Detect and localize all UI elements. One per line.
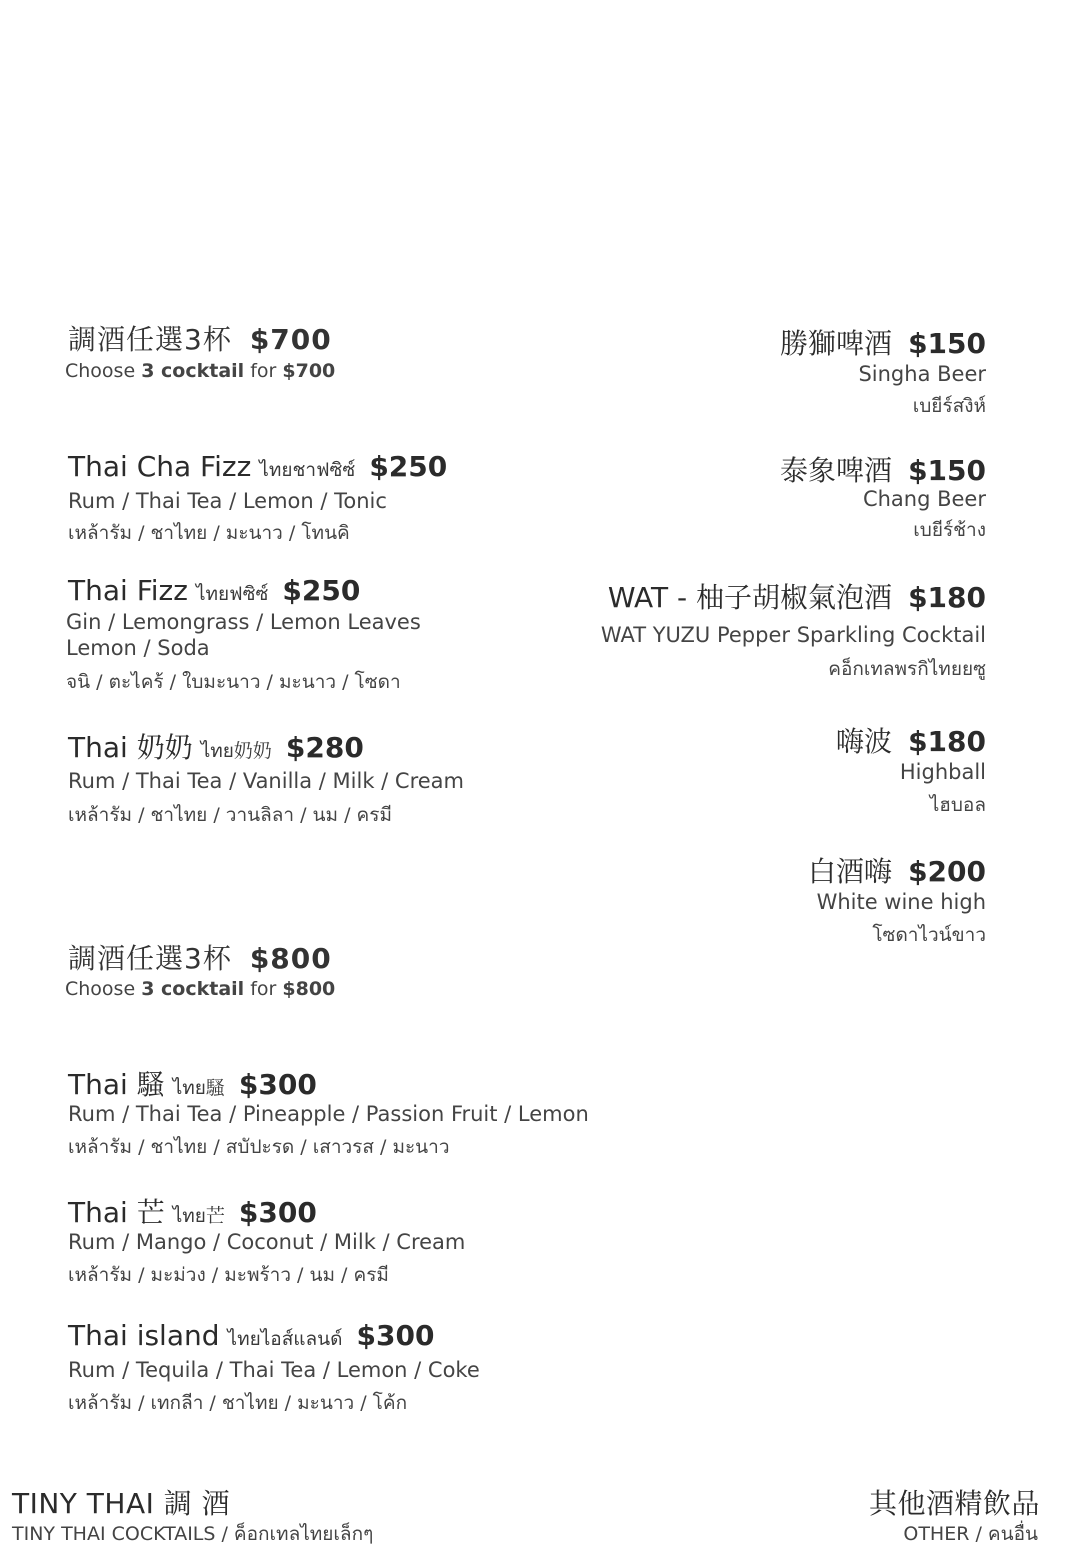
promo-sub-mid: for (244, 360, 283, 382)
promo-price: $800 (249, 942, 332, 975)
promo-title-text: 調酒任選3杯 (68, 942, 232, 975)
drink-price: $180 (908, 581, 986, 614)
item-thai-name: ไทยไอส์แลนด์ (227, 1328, 343, 1350)
item-ingredients-thai: เหล้ารัม / ชาไทย / วานลิลา / นม / ครมี (68, 804, 392, 826)
section-subtitle-other: OTHER / คนอื่น (903, 1523, 1038, 1545)
promo-sub-pre: Choose (65, 978, 142, 1000)
drink-name (808, 850, 986, 890)
promo-sub-pre: Choose (65, 360, 142, 382)
promo-subtitle-700 (65, 360, 335, 382)
drink-english: Singha Beer (858, 362, 986, 386)
item-ingredients: Rum / Thai Tea / Lemon / Tonic (68, 489, 387, 513)
item-thai-name: ไทยชาฟซิซ์ (259, 459, 356, 481)
item-price: $300 (356, 1319, 435, 1352)
drink-english: White wine high (816, 890, 986, 914)
drink-name (780, 322, 986, 362)
menu-item-name (68, 574, 360, 609)
drink-title: 泰象啤酒 (780, 454, 893, 487)
menu-item-name (68, 1319, 434, 1354)
drink-price: $150 (908, 327, 986, 360)
item-title: Thai Fizz (68, 574, 188, 607)
promo-title-800 (68, 937, 332, 977)
drink-english: Chang Beer (862, 487, 986, 511)
item-price: $250 (369, 450, 448, 483)
item-ingredients: Rum / Thai Tea / Pineapple / Passion Fruit / Lemon (68, 1102, 589, 1126)
item-ingredients: Gin / Lemongrass / Lemon Leaves (66, 610, 421, 634)
promo-title-700 (68, 318, 332, 358)
drink-price: $180 (908, 725, 986, 758)
drink-title: WAT - 柚子胡椒氣泡酒 (607, 581, 893, 614)
item-ingredients-thai: จนิ / ตะไคร้ / ใบมะนาว / มะนาว / โซดา (66, 671, 401, 693)
item-title: Thai island (68, 1319, 220, 1352)
drink-name (836, 720, 986, 760)
item-price: $280 (285, 731, 364, 764)
promo-sub-count: 3 cocktail (141, 360, 245, 382)
drink-thai: ไฮบอล (929, 794, 986, 816)
promo-sub-price: $800 (282, 978, 336, 1000)
drink-thai: โซดาไวน์ขาว (872, 924, 986, 946)
promo-price: $700 (249, 323, 332, 356)
item-ingredients-thai: เหล้ารัม / ชาไทย / มะนาว / โทนคิ (68, 522, 350, 544)
section-title-other: 其他酒精飲品 (868, 1487, 1040, 1520)
item-ingredients: Rum / Thai Tea / Vanilla / Milk / Cream (68, 769, 464, 793)
item-thai-name: ไทย奶奶 (200, 740, 272, 762)
item-title: Thai Cha Fizz (68, 450, 252, 483)
item-ingredients: Rum / Mango / Coconut / Milk / Cream (68, 1230, 466, 1254)
menu-item-name (68, 1191, 317, 1231)
item-price: $250 (282, 574, 361, 607)
section-subtitle-tiny-thai: TINY THAI COCKTAILS / ค็อกเทลไทยเล็กๆ (12, 1523, 374, 1545)
drink-price: $200 (908, 855, 986, 888)
drink-english: Highball (899, 760, 986, 784)
item-ingredients: Rum / Tequila / Thai Tea / Lemon / Coke (68, 1358, 480, 1382)
item-ingredients-thai: เหล้ารัม / เทกลีา / ชาไทย / มะนาว / โค้ก (68, 1392, 408, 1414)
item-ingredients-thai: เหล้ารัม / มะม่วง / มะพร้าว / นม / ครมี (68, 1264, 389, 1286)
promo-subtitle-800 (65, 978, 335, 1000)
menu-item-name (68, 726, 364, 766)
drink-name (780, 449, 986, 489)
drink-thai: เบยีร์สงิห์ (912, 395, 986, 417)
item-title: Thai 芒 (68, 1196, 165, 1229)
item-thai-name: ไทย騷 (172, 1077, 225, 1099)
item-thai-name: ไทยฟซิซ์ (195, 583, 269, 605)
item-price: $300 (238, 1068, 317, 1101)
promo-sub-count: 3 cocktail (141, 978, 245, 1000)
menu-item-name (68, 450, 447, 485)
drink-price: $150 (908, 454, 986, 487)
promo-title-text: 調酒任選3杯 (68, 323, 232, 356)
section-title-tiny-thai: TINY THAI 調 酒 (12, 1487, 231, 1520)
item-price: $300 (238, 1196, 317, 1229)
item-title: Thai 奶奶 (68, 731, 193, 764)
drink-title: 勝獅啤酒 (780, 327, 893, 360)
drink-title: 白酒嗨 (808, 855, 893, 888)
drink-thai: คอ็กเทลพรกิไทยยซู (828, 658, 986, 680)
drink-name (608, 576, 986, 616)
promo-sub-price: $700 (282, 360, 336, 382)
item-ingredients-thai: เหล้ารัม / ชาไทย / สบัปะรด / เสาวรส / มะนาว (68, 1136, 450, 1158)
promo-sub-mid: for (244, 978, 283, 1000)
drink-title: 嗨波 (836, 725, 893, 758)
drink-thai: เบยีร์ช้าง (913, 519, 986, 541)
drink-english: WAT YUZU Pepper Sparkling Cocktail (600, 623, 986, 647)
item-ingredients-line2: Lemon / Soda (66, 636, 210, 660)
item-thai-name: ไทย芒 (172, 1205, 225, 1227)
item-title: Thai 騷 (68, 1068, 165, 1101)
menu-item-name (68, 1063, 317, 1103)
